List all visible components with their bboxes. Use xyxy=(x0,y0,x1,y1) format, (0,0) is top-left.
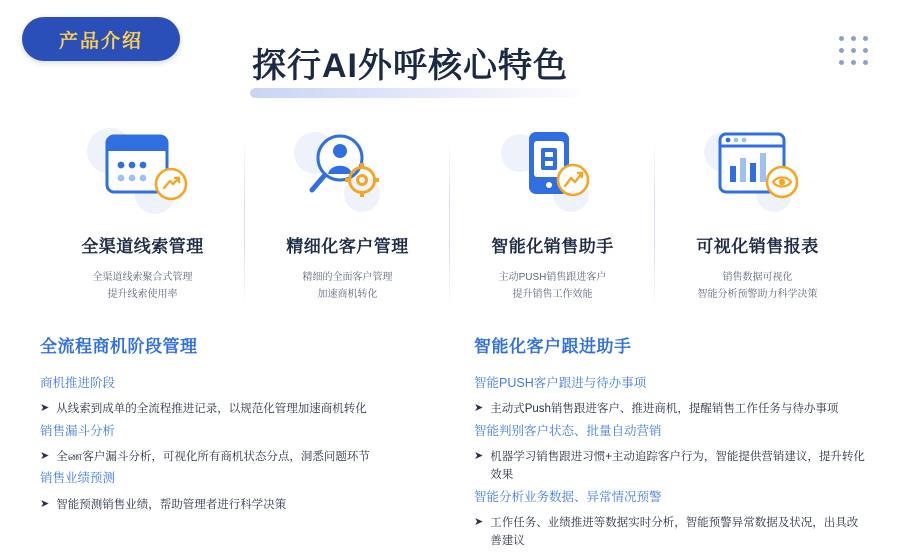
feature-desc-line: 智能分析预警助力科学决策 xyxy=(697,289,818,300)
bullet-item xyxy=(40,496,434,514)
arrow-icon: ➤ xyxy=(40,497,50,510)
feature-desc-line: 提升销售工作效能 xyxy=(512,289,593,300)
bullet-text: 机器学习销售跟进习惯+主动追踪客户行为，智能提供营销建议，提升转化效果 xyxy=(490,450,865,482)
bullet-item xyxy=(40,400,434,418)
report-eye-icon xyxy=(698,118,818,218)
column-subheading: 智能分析业务数据、异常情况预警 xyxy=(474,489,662,504)
column-subheading: 智能PUSH客户跟进与待办事项 xyxy=(474,376,647,390)
page-title-wrap xyxy=(252,32,568,92)
bullet-text: 主动式Push销售跟进客户、推进商机，提醒销售工作任务与待办事项 xyxy=(490,403,839,416)
page-title: 探行AI外呼核心特色 xyxy=(252,46,568,85)
magnifier-gear-icon xyxy=(288,118,408,218)
arrow-icon: ➤ xyxy=(474,515,484,528)
detail-column-left xyxy=(40,332,434,553)
feature-desc-line: 提升线索使用率 xyxy=(107,289,178,300)
bullet-item xyxy=(474,448,868,485)
feature-card[interactable] xyxy=(655,118,860,303)
bullet-text: 工作任务、业绩推进等数据实时分析，智能预警异常数据及状况，出具改善建议 xyxy=(490,516,859,548)
feature-card[interactable] xyxy=(40,118,245,303)
phone-growth-icon xyxy=(493,118,613,218)
feature-desc xyxy=(698,269,818,303)
arrow-icon: ➤ xyxy=(40,402,50,415)
column-title: 全流程商机阶段管理 xyxy=(40,337,198,356)
feature-desc-line: 全渠道线索聚合式管理 xyxy=(92,272,193,283)
column-title: 智能化客户跟进助手 xyxy=(474,337,632,356)
feature-title: 智能化销售助手 xyxy=(491,237,614,256)
section-badge: 产品介绍 xyxy=(22,17,180,61)
feature-desc-line: 加速商机转化 xyxy=(317,289,378,300)
feature-title: 精细化客户管理 xyxy=(286,237,409,256)
title-underline-decoration xyxy=(250,88,580,98)
column-subheading: 销售漏斗分析 xyxy=(40,423,116,438)
feature-desc xyxy=(93,269,193,303)
detail-columns xyxy=(40,332,868,553)
feature-desc-line: 精细的全面客户管理 xyxy=(302,272,393,283)
bullet-item xyxy=(474,514,868,551)
feature-card[interactable] xyxy=(245,118,450,303)
bullet-item xyxy=(474,400,868,418)
column-subheading: 销售业绩预测 xyxy=(40,471,116,486)
bullet-text: 全ண客户漏斗分析，可视化所有商机状态分点，洞悉问题环节 xyxy=(56,450,370,463)
column-subheading: 商机推进阶段 xyxy=(40,376,116,390)
arrow-icon: ➤ xyxy=(474,402,484,415)
tablet-chart-icon xyxy=(83,118,203,218)
bullet-text: 从线索到成单的全流程推进记录，以规范化管理加速商机转化 xyxy=(56,403,367,416)
feature-desc-line: 主动PUSH销售跟进客户 xyxy=(498,272,607,283)
detail-column-right xyxy=(474,332,868,553)
feature-desc-line: 销售数据可视化 xyxy=(722,272,793,283)
feature-title: 全渠道线索管理 xyxy=(81,237,204,256)
feature-list xyxy=(40,118,860,303)
column-subheading: 智能判别客户状态、批量自动营销 xyxy=(474,423,662,438)
arrow-icon: ➤ xyxy=(40,449,50,462)
bullet-text: 智能预测销售业绩，帮助管理者进行科学决策 xyxy=(56,498,287,511)
dot-grid-icon xyxy=(839,36,870,67)
feature-desc xyxy=(499,269,607,303)
feature-card[interactable] xyxy=(450,118,655,303)
arrow-icon: ➤ xyxy=(474,449,484,462)
bullet-item xyxy=(40,448,434,466)
feature-desc xyxy=(303,269,393,303)
feature-title: 可视化销售报表 xyxy=(696,237,819,256)
